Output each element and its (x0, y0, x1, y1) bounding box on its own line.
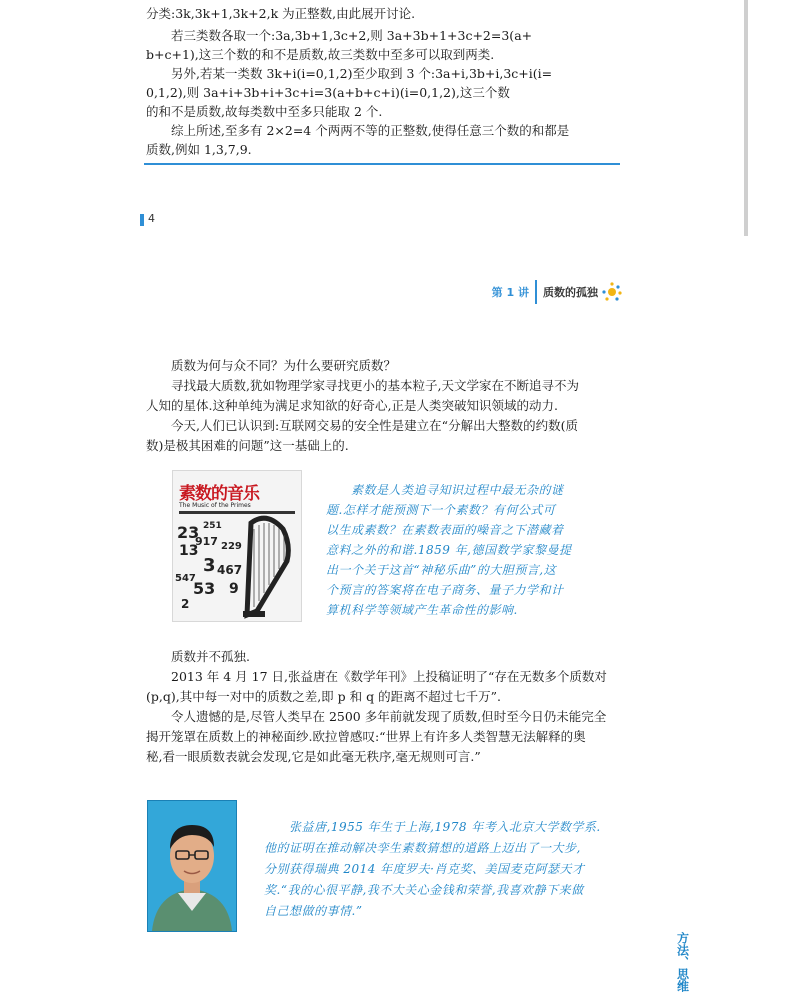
text-line: 质数,例如 1,3,7,9. (146, 142, 252, 157)
book-number: 547 (175, 573, 196, 584)
scrollbar[interactable] (744, 0, 748, 236)
text-line: (p,q),其中每一对中的质数之差,即 p 和 q 的距离不超过七千万”. (146, 689, 501, 704)
text-line: 若三类数各取一个:3a,3b+1,3c+2,则 3a+3b+1+3c+2=3(a+ (146, 28, 533, 43)
book-title: 素数的音乐 (179, 484, 259, 504)
text-line: 寻找最大质数,犹如物理学家寻找更小的基本粒子,天文学家在不断追寻不为 (146, 378, 579, 393)
book-number: 13 (179, 543, 199, 559)
text-line: 质数并不孤独. (146, 649, 250, 664)
book-number: 2 (181, 597, 190, 611)
caption-line: 分别获得瑞典 2014 年度罗夫·肖克奖、美国麦克阿瑟天才 (264, 862, 585, 876)
text-line: 数)是极其困难的问题”这一基础上的. (146, 438, 349, 453)
text-line: 综上所述,至多有 2×2=4 个两两不等的正整数,使得任意三个数的和都是 (146, 123, 570, 138)
text-line: 令人遗憾的是,尽管人类早在 2500 多年前就发现了质数,但时至今日仍未能完全 (146, 709, 607, 724)
harp-icon (237, 515, 297, 619)
lecture-title: 质数的孤独 (543, 286, 598, 299)
caption-line: 个预言的答案将在电子商务、量子力学和计 (326, 583, 564, 597)
caption-line: 他的证明在推动解决孪生素数猜想的道路上迈出了一大步, (264, 841, 581, 855)
text-line: 0,1,2),则 3a+i+3b+i+3c+i=3(a+b+c+i)(i=0,1,2),这三个数 (146, 85, 510, 100)
book-number: 3 (203, 555, 216, 576)
caption-line: 题.怎样才能预测下一个素数？有何公式可 (326, 503, 556, 517)
running-header (492, 280, 622, 304)
caption-line: 奖.“我的心很平静,我不大关心金钱和荣誉,我喜欢静下来做 (264, 883, 584, 897)
caption-line: 意料之外的和谐.1859 年,德国数学家黎曼提 (326, 543, 572, 557)
text-line: 另外,若某一类数 3k+i(i=0,1,2)至少取到 3 个:3a+i,3b+i,3c+i(i= (146, 66, 553, 81)
caption-line: 以生成素数？在素数表面的噪音之下潜藏着 (326, 523, 564, 537)
caption-line: 出一个关于这首“神秘乐曲”的大胆预言,这 (326, 563, 557, 577)
caption-line: 素数是人类追寻知识过程中最无杂的谜 (326, 483, 564, 497)
text-line: 质数为何与众不同？为什么要研究质数？ (146, 358, 397, 373)
page-number: 4 (148, 212, 155, 225)
book-number: 251 (203, 521, 222, 531)
book-subtitle: The Music of the Primes (179, 502, 251, 509)
book-number: 229 (221, 541, 242, 552)
side-tab-label (672, 932, 692, 997)
side-tab-text: 方法、思维 (675, 932, 690, 992)
book-number: 467 (217, 563, 243, 577)
book-number: 917 (195, 535, 218, 548)
book-author-bar (179, 511, 295, 514)
book-number: 53 (193, 579, 216, 598)
text-line: 人知的星体.这种单纯为满足求知欲的好奇心,正是人类突破知识领域的动力. (146, 398, 558, 413)
text-line: 揭开笼罩在质数上的神秘面纱.欧拉曾感叹:“世界上有许多人类智慧无法解释的奥 (146, 729, 586, 744)
book-cover-image (172, 470, 302, 622)
portrait-photo (147, 800, 237, 932)
page-number-marker (140, 214, 144, 226)
text-line: 分类:3k,3k+1,3k+2,k 为正整数,由此展开讨论. (146, 6, 416, 21)
caption-line: 张益唐,1955 年生于上海,1978 年考入北京大学数学系. (264, 820, 601, 834)
text-line: 2013 年 4 月 17 日,张益唐在《数学年刊》上投稿证明了“存在无数多个质数对 (146, 669, 607, 684)
text-line: 秘,看一眼质数表就会发现,它是如此毫无秩序,毫无规则可言.” (146, 749, 481, 764)
caption-line: 算机科学等领域产生革命性的影响. (326, 603, 518, 617)
text-line: b+c+1),这三个数的和不是质数,故三类数中至多可以取到两类. (146, 47, 495, 62)
text-line: 今天,人们已认识到:互联网交易的安全性是建立在“分解出大整数的约数(质 (146, 418, 578, 433)
text-line: 的和不是质数,故每类数中至多只能取 2 个. (146, 104, 383, 119)
caption-line: 自己想做的事情.” (264, 904, 363, 918)
lecture-number: 第 1 讲 (491, 286, 529, 299)
person-portrait-icon (148, 801, 236, 931)
header-divider (535, 280, 537, 304)
book-number: 23 (177, 523, 200, 542)
section-divider (144, 163, 620, 165)
book-number: 9 (229, 581, 239, 597)
sun-logo-icon (602, 282, 622, 302)
